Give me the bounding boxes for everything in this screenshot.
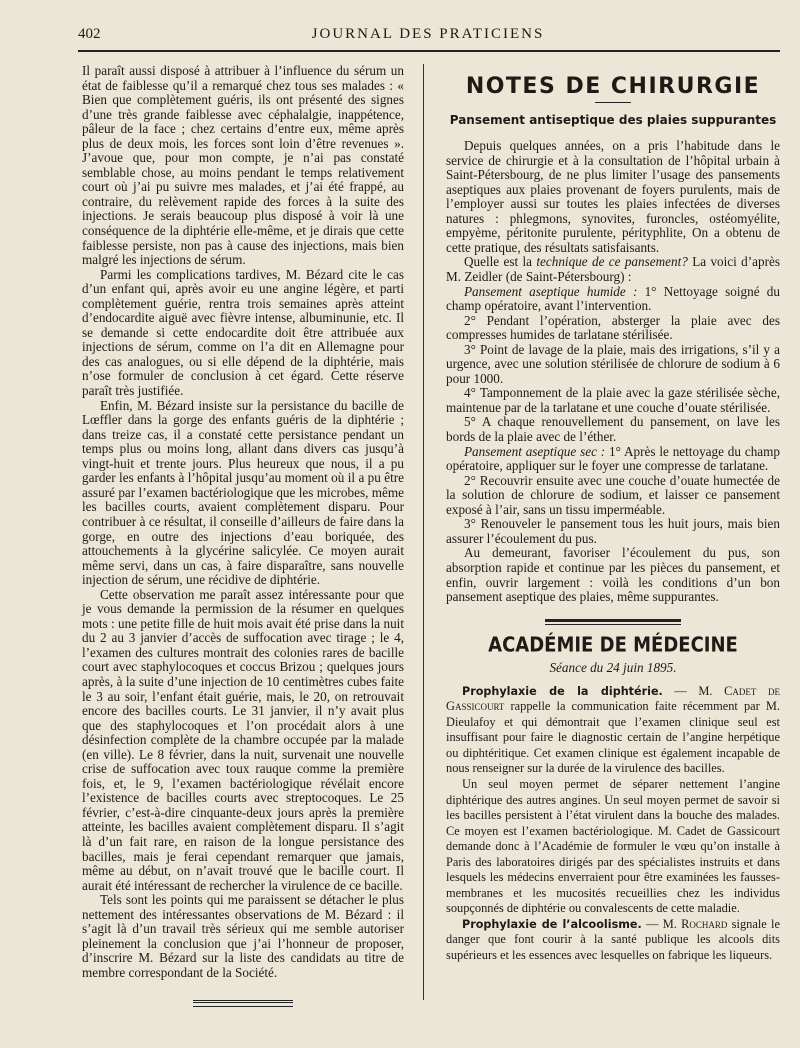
paragraph: 3° Renouveler le pansement tous les huit jours, mais bien assurer l’écoulement du pus.	[446, 516, 780, 546]
page-number: 402	[78, 26, 101, 42]
page-header	[78, 24, 778, 48]
section-separator	[545, 619, 681, 625]
section-title-chirurgie: NOTES DE CHIRURGIE	[465, 74, 761, 99]
paragraph: Pansement aseptique humide : 1° Nettoyage soigné du champ opératoire, avant l’intervention.	[446, 283, 780, 314]
title-rule	[595, 102, 631, 103]
paragraph: 2° Recouvrir ensuite avec une couche d’ouate humectée de la solution de chlorure de sodium, et laisser ce pansement exposé à l’air, sans un tissu imperméable.	[446, 472, 780, 517]
seance-date: Séance du 24 juin 1895.	[549, 660, 677, 676]
paragraph: Enfin, M. Bézard insiste sur la persistance du bacille de Lœffler dans la gorge des enfants guéris de la diphtérie ; dans treize cas, il a constaté cette persistance pendant un temps plus ou moins long, allant dans divers cas jusqu’à vingt-huit et trente jours. Plus heureux que nous, il a pu garder les enfants à l’hôpital jusqu’au moment où il a pu être assuré par l’examen bactériologique que les microbes, même les bacilles courts, avaient complètement disparu. Pour contribuer à ce résultat, il conseille d’ailleurs de faire dans la gorge, en outre des injections d’eau boriquée, des attouchements à la glycérine salicylée. Ce moyen aurait même servi, dans un cas, à faire disparaître, sans nouvelle injection de sérum, une récidive de diphtérie.	[82, 397, 404, 588]
paragraph: Prophylaxie de la diphtérie. — M. Cadet de Gassicourt rappelle la communication faite récemment par M. Dieulafoy et qui démontrait que l’examen clinique seul est insuffisant pour faire le diagnostic certain de l’angine herpétique ou diphtéritique. Cet examen clinique est également incapable de nous renseigner sur la durée de la virulence des bacilles.	[446, 683, 780, 776]
article-end-rule	[193, 1000, 293, 1007]
paragraph: Depuis quelques années, on a pris l’habitude dans le service de chirurgie et à la consultation de l’hôpital urbain à Saint-Pétersbourg, de ne plus limiter l’usage des pansements aseptiques aux plaies provenant de foyers purulents, mais de l’employer aussi sur toutes les plaies infectées de diverses natures : phlegmons, synovites, furoncles, ostéomyélite, empyème, péritonite purulente, pérityphlite, On a obtenu de cette pratique, des résultats satisfaisants.	[446, 138, 780, 255]
academie-body	[446, 684, 780, 964]
paragraph: Pansement aseptique sec : 1° Après le nettoyage du champ opératoire, appliquer sur le foyer une compresse de tarlatane.	[446, 443, 780, 474]
paragraph: Prophylaxie de l’alcoolisme. — M. Rochard signale le danger que font courir à la santé publique les alcools dits supérieurs et les essences avec lesquelles on fabrique les liqueurs.	[446, 916, 780, 962]
column-divider	[423, 64, 424, 1000]
header-rule	[78, 50, 780, 52]
paragraph: Un seul moyen permet de séparer nettement l’angine diphtérique des autres angines. Un seul moyen permet de savoir si les bacilles persistent à l’état virulent dans la bouche des malades. Ce moyen est l’examen bactériologique. M. Cadet de Gassicourt demande donc à l’Académie de formuler le vœu qu’on installe à Paris des laboratoires dirigés par des spécialistes instruits et dans lesquels les médecins enverraient pour être examinées les fausses-membranes et les mucosités recueillies chez les individus soupçonnés de diphtérie ou convalescents de cette maladie.	[446, 776, 780, 916]
paragraph: Au demeurant, favoriser l’écoulement du pus, son absorption rapide et continue par les pièces du pansement, et enfin, ouvrir largement : voilà les conditions d’un bon pansement aseptique des plaies, même suppurantes.	[446, 545, 780, 605]
article-subtitle: Pansement antiseptique des plaies suppurantes	[449, 112, 777, 127]
left-column	[82, 64, 404, 1007]
paragraph: 2° Pendant l’opération, absterger la plaie avec des compresses humides de tarlatane stérilisée.	[446, 312, 780, 343]
right-column	[446, 64, 780, 964]
paragraph: Tels sont les points qui me paraissent se détacher le plus nettement des intéressantes observations de M. Bézard : il s’agit là d’un travail très sérieux qui me semble autoriser pleinement la conclusion que j’ai l’honneur de proposer, d’inscrire M. Bézard sur la liste des candidats au titre de membre correspondant de la Société.	[82, 892, 404, 980]
journal-title: JOURNAL DES PRATICIENS	[311, 26, 545, 42]
paragraph: Il paraît aussi disposé à attribuer à l’influence du sérum un état de faiblesse qu’il a remarqué chez tous ses malades : « Bien que complètement guéris, ils ont présenté des signes d’une très grande faiblesse avec céphalalgie, inappétence, pâleur de la face ; chez certains d’entre eux, même après plus de deux mois, les forces sont loin d’être revenues ». J’avoue que, pour mon compte, je n’ai pas constaté semblable chose, au moins pendant le temps relativement court où j’ai pu suivre mes malades, et j’ai été frappé, au contraire, du relèvement rapide des forces à la suite des injections. Je serais beaucoup plus disposé à voir là une conséquence de la diphtérie elle-même, et je dirais que cette faiblesse persiste, non pas à cause des injections, mais bien malgré les injections de sérum.	[82, 63, 404, 268]
paragraph: 4° Tamponnement de la plaie avec la gaze stérilisée sèche, maintenue par de la tarlatane et une couche d’ouate stérilisée.	[446, 385, 780, 415]
paragraph: 3° Point de lavage de la plaie, mais des irrigations, s’il y a urgence, avec une solution stérilisée de chlorure de sodium à 6 pour 1000.	[446, 341, 780, 386]
section-title-academie: ACADÉMIE DE MÉDECINE	[488, 632, 738, 658]
paragraph: Cette observation me paraît assez intéressante pour que je vous demande la permission de la résumer en quelques mots : une petite fille de huit mois avait été prise dans la nuit du 2 au 3 janvier d’accès de suffocation avec tirage ; le 4, l’examen des cultures montrait des colonies rares de bacille court avec staphylocoques et coccus Brizou ; quelques jours après, à la suite d’une injection de 10 centimètres cubes faite le 3 au soir, l’enfant était guérie, mais, le 20, on retrouvait encore des bacilles courts. Le 31 janvier, il n’y avait plus que des staphylocoques et l’on procédait alors à une désinfection complète de la chambre occupée par la malade (en ville). Le 8 février, dans la nuit, survenait une nouvelle crise de suffocation avec toux rauque comme la première fois, et, le 9, l’examen bactériologique révélait encore l’existence de bacilles courts avec streptocoques. Le 25 février, c’est-à-dire cinquante-deux jours après la première atteinte, les bacilles avaient complètement disparu. Il s’agit là d’un fait rare, en raison de la longue persistance des bacilles, mais je ferai cependant remarquer que jamais, même au début, on n’avait trouvé que le bacille court. Il aurait été intéressant de rechercher la virulence de ce bacille.	[82, 586, 404, 893]
paragraph: Quelle est la technique de ce pansement? La voici d’après M. Zeidler (de Saint-Pétersbourg) :	[446, 254, 780, 285]
paragraph: 5° A chaque renouvellement du pansement, on lave les bords de la plaie avec de l’éther.	[446, 414, 780, 445]
paragraph: Parmi les complications tardives, M. Bézard cite le cas d’un enfant qui, après avoir eu une angine légère, et parti complètement guérie, rentra trois semaines après atteint d’endocardite aiguë avec fièvre intense, albuminunie, etc. Il se demande si cette endocardite doit être attribuée aux injections de sérum, comme on l’a dit en Allemagne pour des cas analogues, ou si elle dépend de la diphtérie, mais n’ose formuler de conclusion à cet égard. Cette réserve paraît très justifiée.	[82, 266, 404, 399]
